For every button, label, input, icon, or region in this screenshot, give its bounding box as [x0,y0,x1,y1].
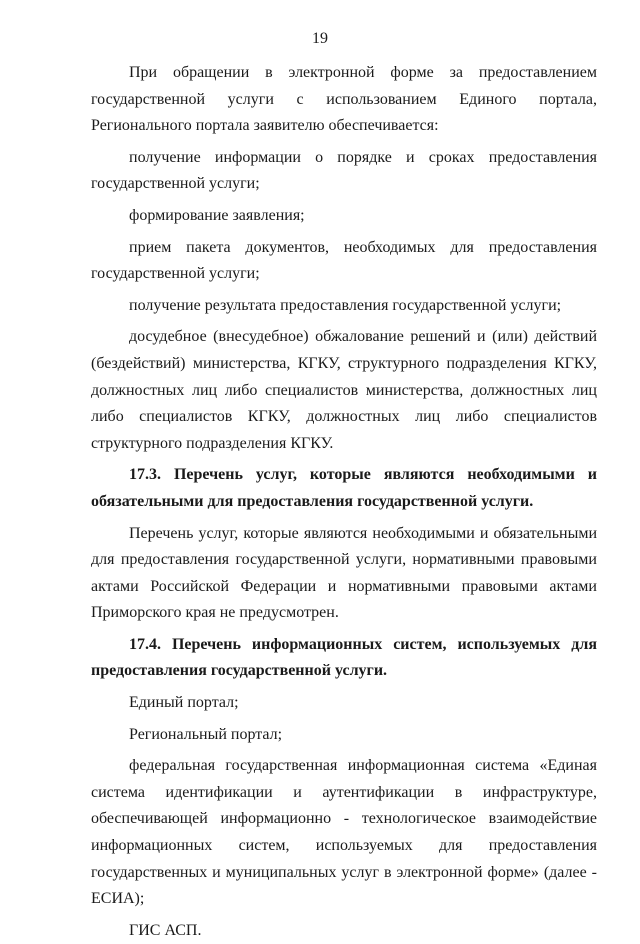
list-item-gis-asp: ГИС АСП. [129,921,202,939]
list-item-documents-acceptance: прием пакета документов, необходимых для предоставления государственной услуги; [91,238,597,283]
list-item-pretrial-appeal: досудебное (внесудебное) обжалование решений и (или) действий (бездействий) министерства, КГКУ, структурного подразделения КГКУ, должностных лиц либо специалистов министерства, должностных лиц либо специалистов КГКУ, должностных лиц либо специалистов структурного подразделения КГКУ. [91,328,597,452]
list-item-result-receiving: получение результата предоставления государственной услуги; [129,296,562,314]
list-item-regional-portal: Региональный портал; [129,725,283,743]
paragraph-services-list: Перечень услуг, которые являются необходимыми и обязательными для предоставления государственной услуги, нормативными правовыми актами Российской Федерации и нормативными правовыми актами Приморского края не предусмотрен. [91,524,597,622]
list-item-application-forming: формирование заявления; [129,206,305,224]
list-item-info-receiving: получение информации о порядке и сроках предоставления государственной услуги; [91,148,597,193]
page-number: 19 [312,30,328,47]
paragraph-electronic-form-intro: При обращении в электронной форме за предоставлением государственной услуги с использованием Единого портала, Регионального портала заявителю обеспечивается: [91,64,597,135]
section-heading-17-3: 17.3. Перечень услуг, которые являются необходимыми и обязательными для предоставления государственной услуги. [91,466,597,510]
list-item-unified-portal: Единый портал; [129,694,239,712]
list-item-esia: федеральная государственная информационная система «Единая система идентификации и аутентификации в инфраструктуре, обеспечивающей информационно - технологическое взаимодействие информационных систем, используемых для предоставления государственных и муниципальных услуг в электронной форме» (далее - ЕСИА); [91,757,597,908]
section-heading-17-4: 17.4. Перечень информационных систем, используемых для предоставления государственной услуги. [91,635,597,680]
document-body [91,60,597,944]
